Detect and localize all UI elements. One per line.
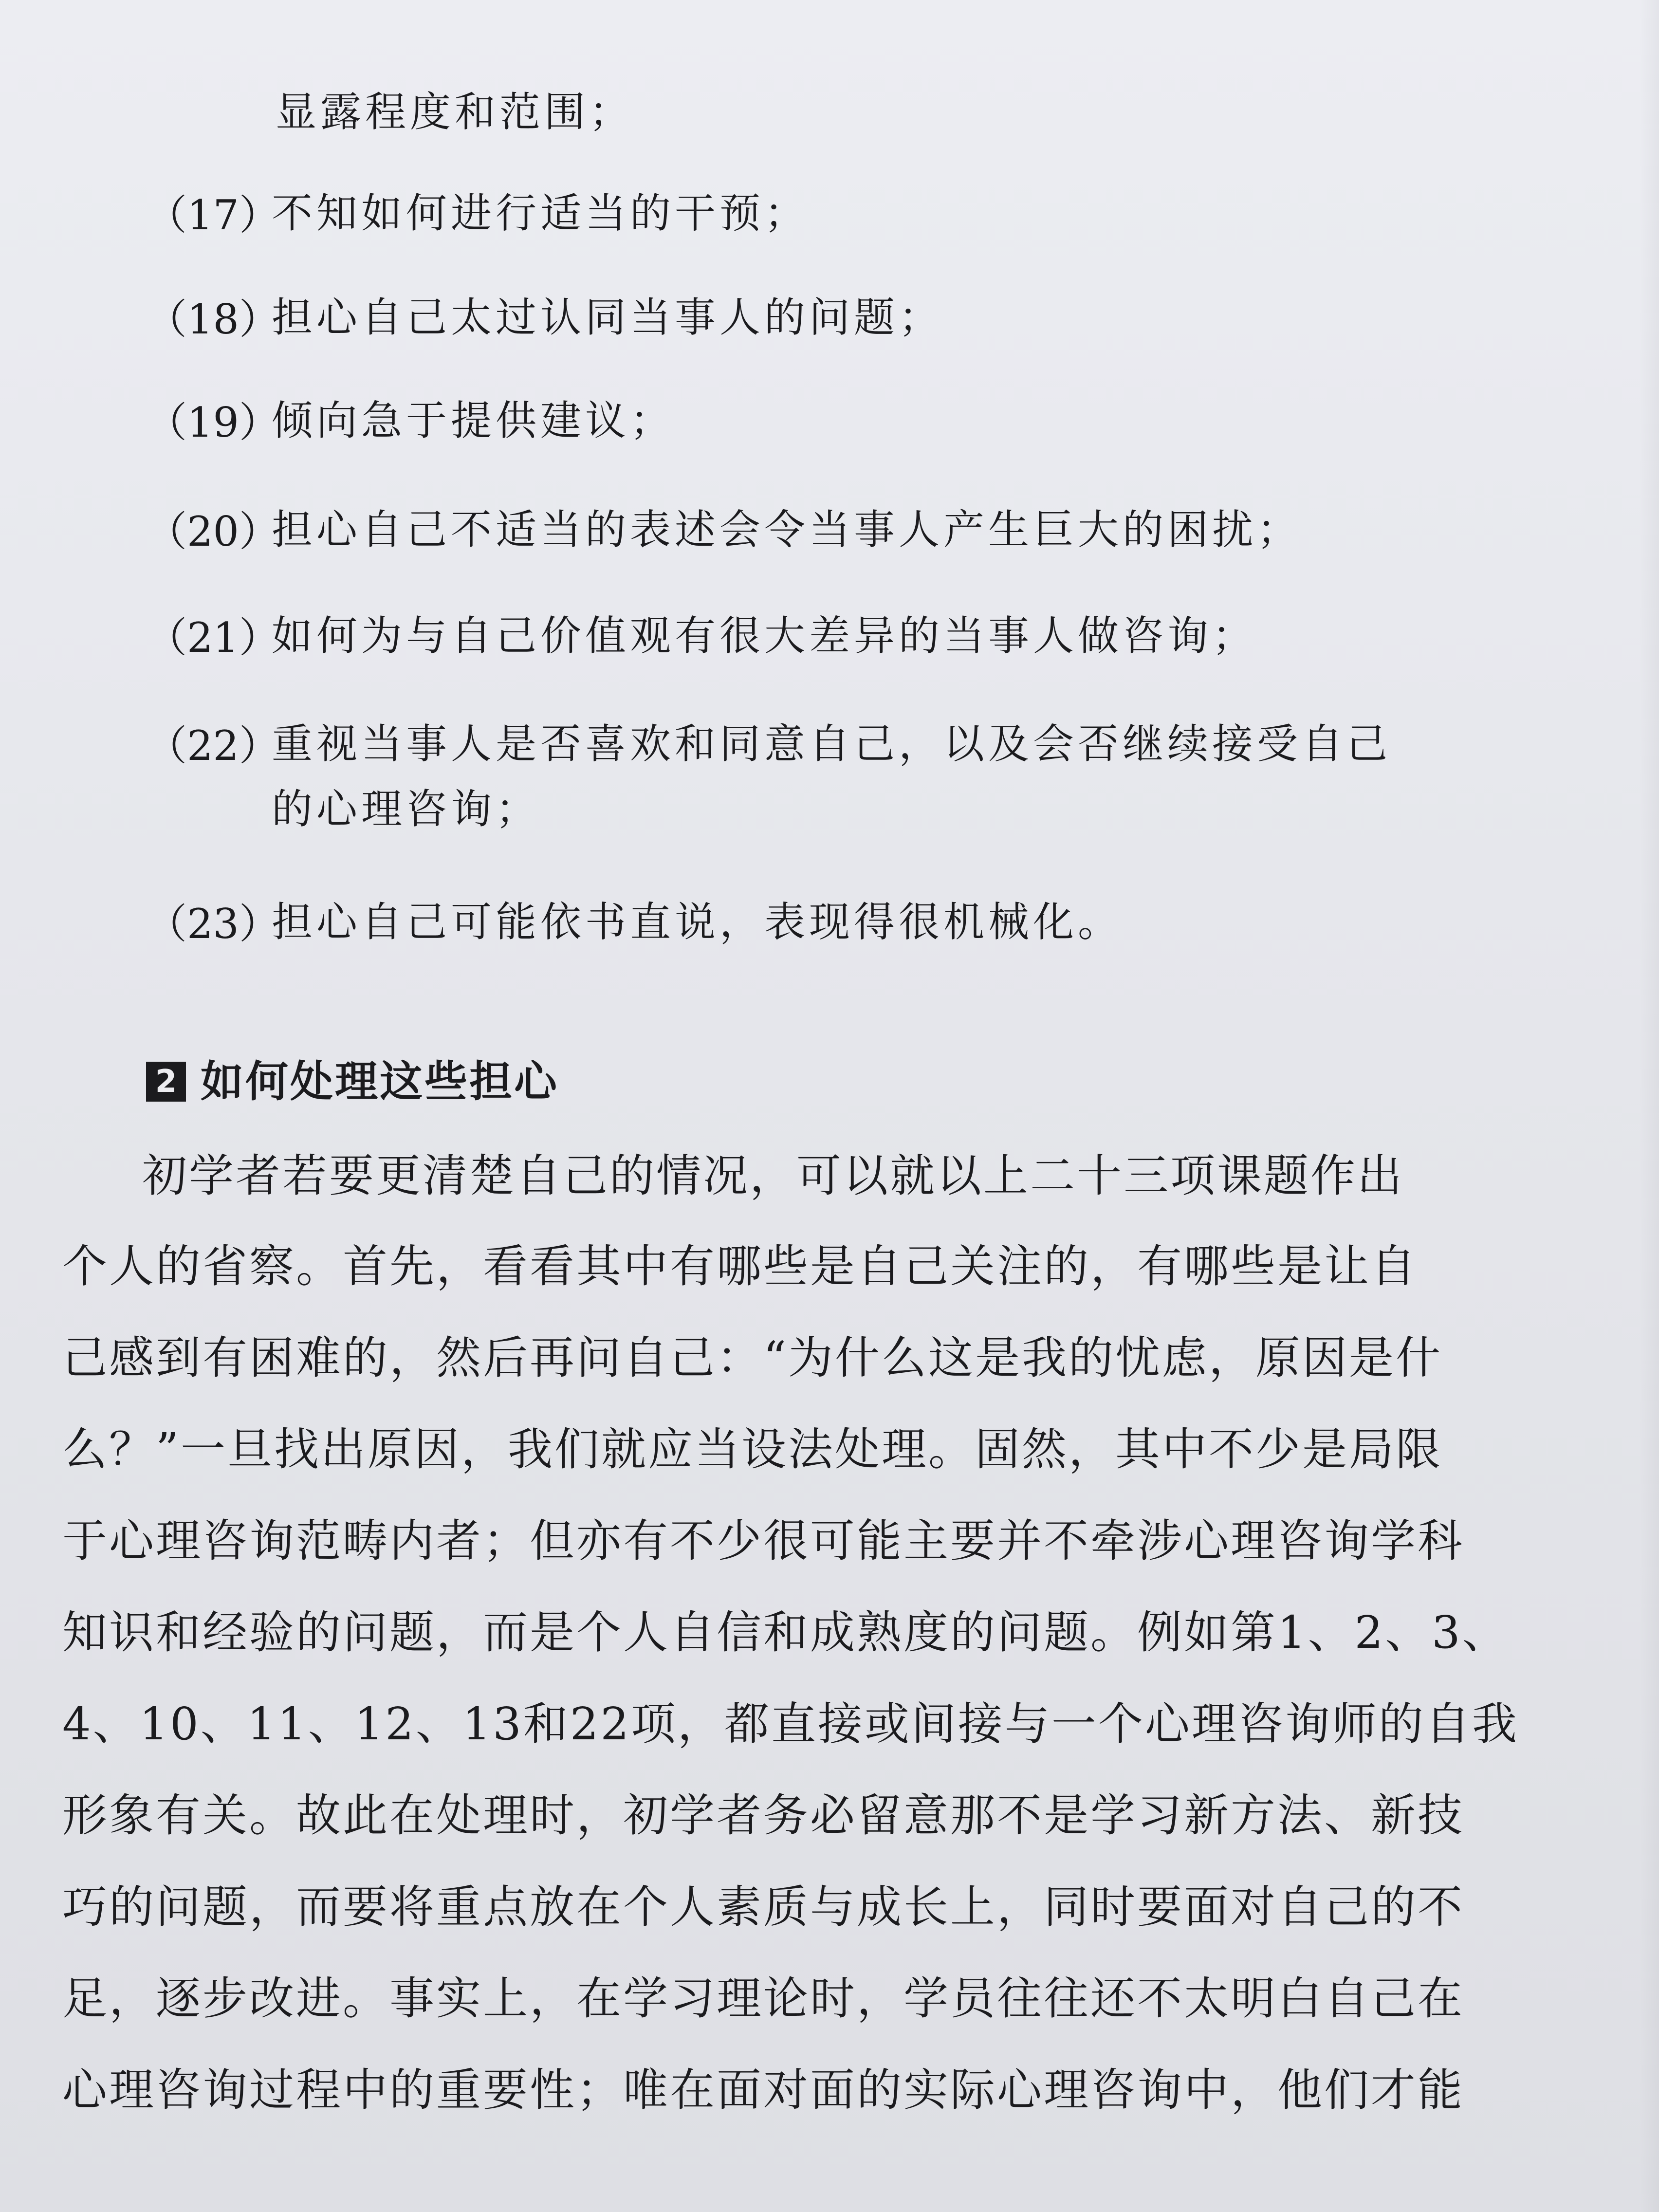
paragraph-line: 形象有关。故此在处理时，初学者务必留意那不是学习新方法、新技: [62, 1789, 1465, 1842]
list-item-text: 如何为与自己价值观有很大差异的当事人做咨询；: [272, 612, 1257, 660]
list-item-number: （23）: [146, 900, 280, 948]
list-item-text: 担心自己太过认同当事人的问题；: [272, 294, 944, 341]
section-number-badge: 2: [146, 1062, 186, 1102]
list-item-number: （21）: [146, 614, 280, 662]
paragraph-line: 己感到有困难的，然后再问自己：“为什么这是我的忧虑，原因是什: [62, 1332, 1443, 1384]
paragraph-line: 足，逐步改进。事实上，在学习理论时，学员往往还不太明白自己在: [62, 1972, 1465, 2025]
page-edge-shadow: [1640, 0, 1659, 2212]
list-item-number: （17）: [146, 191, 280, 239]
paragraph-line: 个人的省察。首先，看看其中有哪些是自己关注的，有哪些是让自: [62, 1240, 1418, 1292]
list-item-number: （18）: [146, 295, 280, 343]
list-item-number: （20）: [146, 508, 280, 555]
paragraph-line: 初学者若要更清楚自己的情况，可以就以上二十三项课题作出: [142, 1150, 1404, 1202]
list-item-number: （22）: [146, 722, 280, 770]
paragraph-line: 么？”一旦找出原因，我们就应当设法处理。固然，其中不少是局限: [62, 1423, 1443, 1475]
paragraph-line: 于心理咨询范畴内者；但亦有不少很可能主要并不牵涉心理咨询学科: [62, 1515, 1465, 1567]
list-item-number: （19）: [146, 399, 280, 446]
list-item-continuation: 的心理咨询；: [272, 785, 541, 833]
section-heading: [146, 1056, 559, 1106]
paragraph-line: 知识和经验的问题，而是个人自信和成熟度的问题。例如第1、2、3、: [62, 1606, 1509, 1659]
list-item-text: 重视当事人是否喜欢和同意自己，以及会否继续接受自己: [272, 720, 1392, 768]
section-title: 如何处理这些担心: [201, 1056, 559, 1106]
list-item-text: 担心自己不适当的表述会令当事人产生巨大的困扰；: [272, 506, 1302, 553]
list-item-text: 不知如何进行适当的干预；: [272, 189, 810, 237]
list-item-text: 倾向急于提供建议；: [272, 397, 675, 444]
paragraph-line: 巧的问题，而要将重点放在个人素质与成长上，同时要面对自己的不: [62, 1881, 1465, 1933]
paragraph-line: 心理咨询过程中的重要性；唯在面对面的实际心理咨询中，他们才能: [62, 2064, 1465, 2116]
list-item-continuation: 显露程度和范围；: [276, 88, 634, 136]
list-item-text: 担心自己可能依书直说，表现得很机械化。: [272, 898, 1123, 946]
paragraph-line: 4、10、11、12、13和22项，都直接或间接与一个心理咨询师的自我: [62, 1698, 1519, 1750]
